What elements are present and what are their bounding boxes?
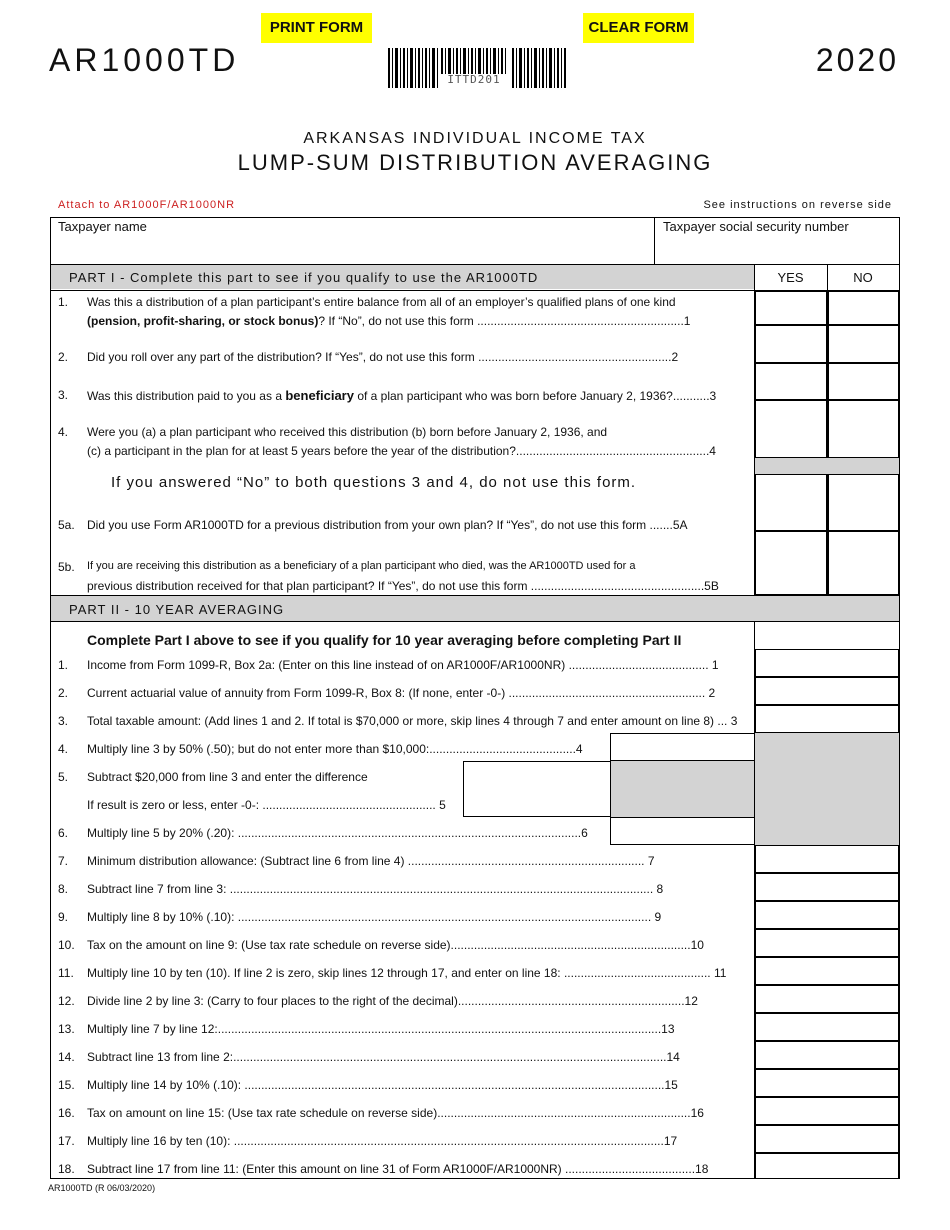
line12-amount[interactable] (755, 985, 899, 1013)
taxpayer-ssn-field[interactable] (655, 218, 900, 264)
part2-line-text: Multiply line 8 by 10% (.10): ............................................................................................................................ 9 (87, 910, 662, 924)
part2-line-text: Tax on the amount on line 9: (Use tax rate schedule on reverse side)........................................................................10 (87, 938, 704, 952)
part2-line-number: 2. (58, 686, 69, 700)
q5a-text: Did you use Form AR1000TD for a previous distribution from your own plan? If “Yes”, do not use this form .......5A (87, 518, 688, 532)
line16-amount[interactable] (755, 1097, 899, 1125)
yes-column-label: YES (777, 270, 804, 285)
part2-line-text: Multiply line 14 by 10% (.10): ..............................................................................................................................15 (87, 1078, 678, 1092)
part2-line-text: If result is zero or less, enter -0-: .................................................... 5 (87, 798, 446, 812)
part2-line-text: Multiply line 10 by ten (10). If line 2 is zero, skip lines 12 through 17, and enter on line 18: ............................................ 11 (87, 966, 727, 980)
part2-line-text: Multiply line 5 by 20% (.20): .......................................................................................................6 (87, 826, 588, 840)
q1-no-box[interactable] (828, 291, 899, 325)
taxpayer-name-label: Taxpayer name (58, 219, 147, 234)
q5b-line2: previous distribution received for that plan participant? If “Yes”, do not use this form ....................................................5B (87, 579, 719, 593)
q3-pre: Was this distribution paid to you as a (87, 389, 286, 403)
taxpayer-name-field[interactable] (51, 218, 655, 264)
print-form-button[interactable]: PRINT FORM (261, 13, 372, 43)
q4-line1: Were you (a) a plan participant who received this distribution (b) born before January 2, 1936, and (87, 425, 608, 439)
q2-text: Did you roll over any part of the distribution? If “Yes”, do not use this form ..........................................................2 (87, 350, 679, 364)
form-id: AR1000TD (49, 42, 240, 78)
q1-plan-kinds: (pension, profit-sharing, or stock bonus) (87, 314, 319, 328)
part2-line-text: Subtract $20,000 from line 3 and enter the difference (87, 770, 368, 784)
part2-line-number: 4. (58, 742, 69, 756)
line11-amount[interactable] (755, 957, 899, 985)
q1-number: 1. (58, 295, 69, 309)
part2-heading: PART II - 10 YEAR AVERAGING (69, 602, 285, 617)
part2-line-number: 16. (58, 1106, 75, 1120)
q3-yes-box[interactable] (755, 363, 827, 400)
line4-amount[interactable] (610, 733, 755, 761)
part2-line-number: 9. (58, 910, 69, 924)
part2-line-number: 5. (58, 770, 69, 784)
barcode-text: ITTD201 (447, 73, 501, 86)
q2-yes-box[interactable] (755, 325, 827, 363)
q3-beneficiary: beneficiary (285, 388, 354, 403)
line2-amount[interactable] (755, 677, 899, 705)
title-line1: ARKANSAS INDIVIDUAL INCOME TAX (303, 130, 647, 147)
attach-note: Attach to AR1000F/AR1000NR (58, 199, 236, 211)
line1-amount[interactable] (755, 649, 899, 677)
q5b-number: 5b. (58, 560, 75, 574)
q3-post: of a plan participant who was born before January 2, 1936?...........3 (353, 389, 717, 403)
title-line2: LUMP-SUM DISTRIBUTION AVERAGING (237, 150, 713, 175)
line14-amount[interactable] (755, 1041, 899, 1069)
part2-line-number: 6. (58, 826, 69, 840)
part2-line-text: Multiply line 3 by 50% (.50); but do not enter more than $10,000:............................................4 (87, 742, 583, 756)
part2-line-text: Income from Form 1099-R, Box 2a: (Enter on this line instead of on AR1000F/AR1000NR) .......................................... 1 (87, 658, 719, 672)
q4-yes-box[interactable] (755, 400, 827, 458)
part2-line-number: 1. (58, 658, 69, 672)
part2-mid-shaded (610, 761, 754, 817)
line18-amount[interactable] (755, 1153, 899, 1179)
q2-number: 2. (58, 350, 69, 364)
q1-line2 (87, 314, 690, 328)
form-frame (50, 217, 900, 1179)
part2-line-number: 17. (58, 1134, 75, 1148)
part2-intro: Complete Part I above to see if you qualify for 10 year averaging before completing Part II (87, 632, 682, 648)
part2-line-text: Tax on amount on line 15: (Use tax rate schedule on reverse side)............................................................................16 (87, 1106, 704, 1120)
part2-line-number: 14. (58, 1050, 75, 1064)
part1-note: If you answered “No” to both questions 3 and 4, do not use this form. (111, 474, 637, 491)
q5a-number: 5a. (58, 518, 75, 532)
q5b-yes-box[interactable] (755, 531, 827, 595)
line17-amount[interactable] (755, 1125, 899, 1153)
q4-no-box[interactable] (828, 400, 899, 458)
part2-line-number: 11. (58, 966, 74, 980)
line6-amount[interactable] (610, 817, 755, 845)
part2-line-number: 13. (58, 1022, 75, 1036)
part1-heading: PART I - Complete this part to see if you qualify to use the AR1000TD (69, 270, 539, 285)
line7-amount[interactable] (755, 845, 899, 873)
form-revision: AR1000TD (R 06/03/2020) (48, 1183, 156, 1193)
line5-amount[interactable] (463, 761, 611, 817)
part2-line-number: 8. (58, 882, 69, 896)
line9-amount[interactable] (755, 901, 899, 929)
q1-line1: Was this a distribution of a plan participant’s entire balance from all of an employer’s qualified plans of one kind (87, 295, 676, 309)
part2-line-number: 12. (58, 994, 75, 1008)
part2-line-text: Multiply line 7 by line 12:.....................................................................................................................................13 (87, 1022, 675, 1036)
part2-line-text: Subtract line 13 from line 2:..................................................................................................................................14 (87, 1050, 680, 1064)
part2-line-number: 7. (58, 854, 69, 868)
line10-amount[interactable] (755, 929, 899, 957)
q3-number: 3. (58, 388, 69, 402)
q1-line2-rest: ? If “No”, do not use this form ..............................................................1 (318, 314, 691, 328)
line3-amount[interactable] (755, 705, 899, 733)
part2-line-text: Subtract line 17 from line 11: (Enter this amount on line 31 of Form AR1000F/AR1000NR) .......................................18 (87, 1162, 709, 1176)
part2-line-text: Minimum distribution allowance: (Subtract line 6 from line 4) ....................................................................... 7 (87, 854, 655, 868)
form-year: 2020 (815, 42, 899, 78)
barcode (386, 48, 566, 88)
q3-no-box[interactable] (828, 363, 899, 400)
line8-amount[interactable] (755, 873, 899, 901)
q4-number: 4. (58, 425, 69, 439)
clear-form-button[interactable]: CLEAR FORM (583, 13, 694, 43)
q4-line2: (c) a participant in the plan for at least 5 years before the year of the distribution?..........................................................4 (87, 444, 716, 458)
instructions-note: See instructions on reverse side (703, 199, 892, 211)
taxpayer-ssn-label: Taxpayer social security number (663, 219, 849, 234)
q3-text (87, 388, 716, 403)
q5b-no-box[interactable] (828, 531, 899, 595)
line15-amount[interactable] (755, 1069, 899, 1097)
q1-yes-box[interactable] (755, 291, 827, 325)
part2-right-shaded (755, 733, 899, 845)
q5a-no-box[interactable] (828, 474, 899, 531)
line13-amount[interactable] (755, 1013, 899, 1041)
part1-shaded-gap (755, 458, 899, 474)
part2-line-number: 10. (58, 938, 75, 952)
part2-line-number: 3. (58, 714, 69, 728)
part2-line-number: 15. (58, 1078, 75, 1092)
part2-line-text: Current actuarial value of annuity from Form 1099-R, Box 8: (If none, enter -0-) ........................................................... 2 (87, 686, 716, 700)
part2-line-text: Total taxable amount: (Add lines 1 and 2. If total is $70,000 or more, skip lines 4 through 7 and enter amount on line 8) ... 3 (87, 714, 738, 728)
part2-line-number: 18. (58, 1162, 75, 1176)
part2-line-text: Divide line 2 by line 3: (Carry to four places to the right of the decimal)....................................................................12 (87, 994, 698, 1008)
part2-line-text: Subtract line 7 from line 3: ............................................................................................................................... 8 (87, 882, 664, 896)
q2-no-box[interactable] (828, 325, 899, 363)
part2-line-text: Multiply line 16 by ten (10): .................................................................................................................................17 (87, 1134, 678, 1148)
no-column-label: NO (853, 270, 873, 285)
q5b-line1: If you are receiving this distribution as a beneficiary of a plan participant who died, was the AR1000TD used for a (87, 560, 636, 572)
q5a-yes-box[interactable] (755, 474, 827, 531)
